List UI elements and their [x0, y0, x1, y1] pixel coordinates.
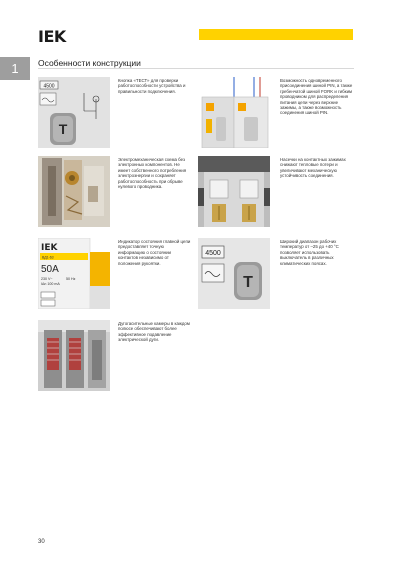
photo-rating-large: 4500: [205, 250, 221, 257]
chapter-number: 1: [0, 57, 30, 80]
feature-text-6: Широкий диапазон рабочих температур от –25 до +40 °С позволяет использовать выключатель в различных климатических поясах.: [280, 239, 339, 266]
photo-frequency: 50 Hz: [66, 277, 76, 281]
title-divider: [38, 68, 354, 69]
feature-text-7: Дугогасительные камеры в каждом полюсе обеспечивают более эффективное подавление электрической дуги.: [118, 321, 190, 343]
feature-text-2: Возможность одновременного присоединения шиной PIN, а также гребенчатой шиной FORK и гибким проводником для распределения питания цепи через верхние зажимы, а также возможность соединения шиной PIN.: [280, 78, 353, 116]
logo-text: IEK: [38, 27, 66, 46]
photo-current: 50A: [41, 264, 59, 275]
photo-model: ВД1-63: [42, 255, 54, 260]
brand-logo: [38, 27, 66, 46]
feature-text-1: Кнопка «ТЕСТ» для проверки работоспособности устройства и правильности подключения.: [118, 78, 186, 94]
photo-leakage: IΔn 100 mA: [41, 282, 60, 286]
photo-busbar: [198, 77, 270, 148]
photo-test-letter-large: T: [243, 274, 253, 291]
photo-test-button: [38, 77, 110, 148]
header-accent-bar: [199, 29, 353, 40]
photo-terminals: [198, 156, 270, 227]
section-title: Особенности конструкции: [38, 58, 141, 68]
photo-temperature-range: [198, 238, 270, 309]
feature-text-4: Насечки на контактных зажимах снижают тепловые потери и увеличивают механическую устойчивость соединения.: [280, 157, 346, 179]
photo-voltage: 230 V~: [41, 277, 53, 281]
feature-text-5: Индикатор состояния главной цепи предоставляет точную информацию о состоянии контактов независимо от положения рукоятки.: [118, 239, 191, 266]
photo-test-letter: T: [58, 121, 68, 137]
photo-brand: IEK: [41, 243, 58, 253]
photo-mechanism: [38, 156, 110, 227]
photo-indicator: [38, 238, 110, 309]
photo-arc-chambers: [38, 320, 110, 391]
photo-rating-small: 4500: [43, 83, 55, 90]
feature-text-3: Электромеханическая схема без электронных компонентов. Не имеет собственного потребления электроэнергии и сохраняет работоспособность при обрыве нулевого проводника.: [118, 157, 187, 190]
page-number: 30: [38, 539, 45, 545]
